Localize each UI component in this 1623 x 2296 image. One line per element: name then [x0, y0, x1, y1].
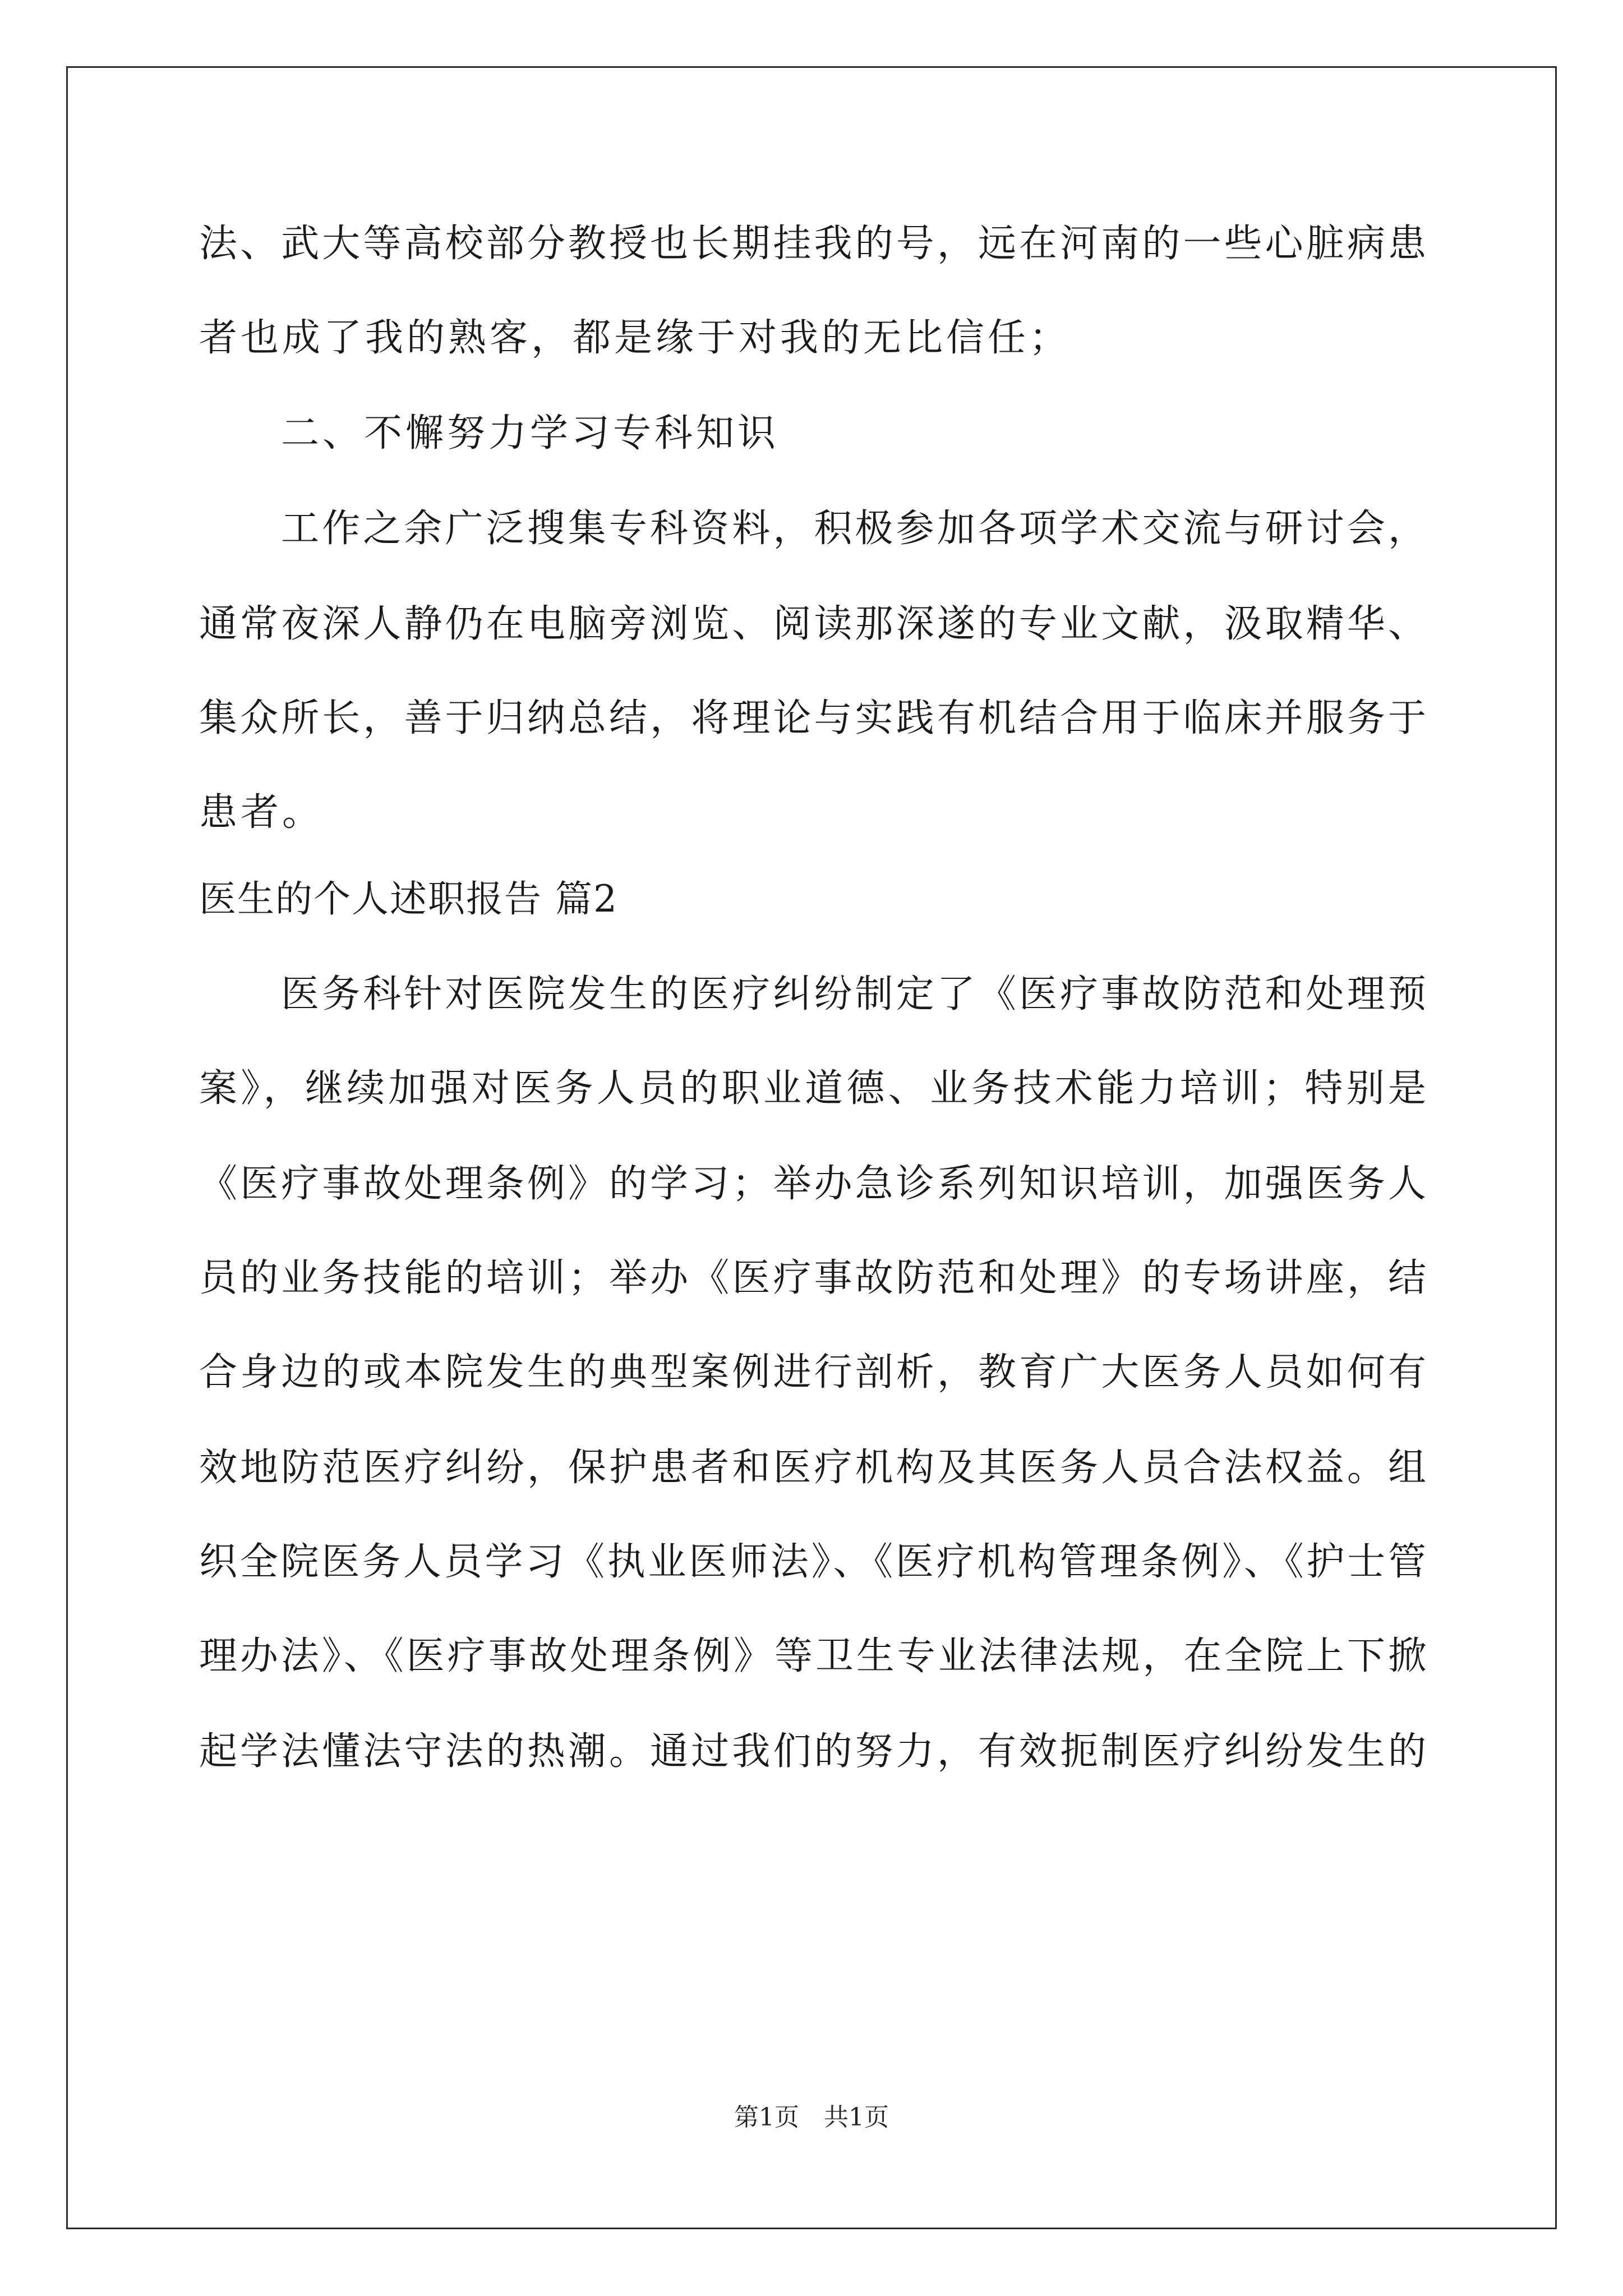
text-line: 通常夜深人静仍在电脑旁浏览、阅读那深遂的专业文献，汲取精华、	[199, 602, 1426, 646]
page-border	[66, 66, 1557, 2229]
section-heading: 二、不懈努力学习专科知识	[281, 411, 780, 455]
text-line: 案》，继续加强对医务人员的职业道德、业务技术能力培训；特别是	[199, 1066, 1426, 1111]
text-line: 者也成了我的熟客，都是缘于对我的无比信任；	[199, 316, 1071, 360]
text-line: 集众所长，善于归纳总结，将理论与实践有机结合用于临床并服务于	[199, 696, 1426, 740]
text-line: 织全院医务人员学习《执业医师法》、《医疗机构管理条例》、《护士管	[199, 1540, 1426, 1584]
text-line: 法、武大等高校部分教授也长期挂我的号，远在河南的一些心脏病患	[199, 222, 1426, 266]
page-number-footer: 第1页 共1页	[734, 2103, 889, 2132]
text-line: 合身边的或本院发生的典型案例进行剖析，教育广大医务人员如何有	[199, 1350, 1426, 1395]
text-line: 效地防范医疗纠纷，保护患者和医疗机构及其医务人员合法权益。组	[199, 1446, 1426, 1490]
text-line: 工作之余广泛搜集专科资料，积极参加各项学术交流与研讨会，	[281, 507, 1426, 551]
text-line: 员的业务技能的培训；举办《医疗事故防范和处理》的专场讲座，结	[199, 1256, 1426, 1300]
article-title: 医生的个人述职报告 篇2	[199, 877, 618, 921]
text-line: 患者。	[199, 790, 324, 835]
text-line: 《医疗事故处理条例》的学习；举办急诊系列知识培训，加强医务人	[199, 1162, 1426, 1206]
text-line: 起学法懂法守法的热潮。通过我们的努力，有效扼制医疗纠纷发生的	[199, 1729, 1426, 1774]
text-line: 医务科针对医院发生的医疗纠纷制定了《医疗事故防范和处理预	[281, 972, 1426, 1016]
text-line: 理办法》、《医疗事故处理条例》等卫生专业法律法规，在全院上下掀	[199, 1634, 1426, 1678]
